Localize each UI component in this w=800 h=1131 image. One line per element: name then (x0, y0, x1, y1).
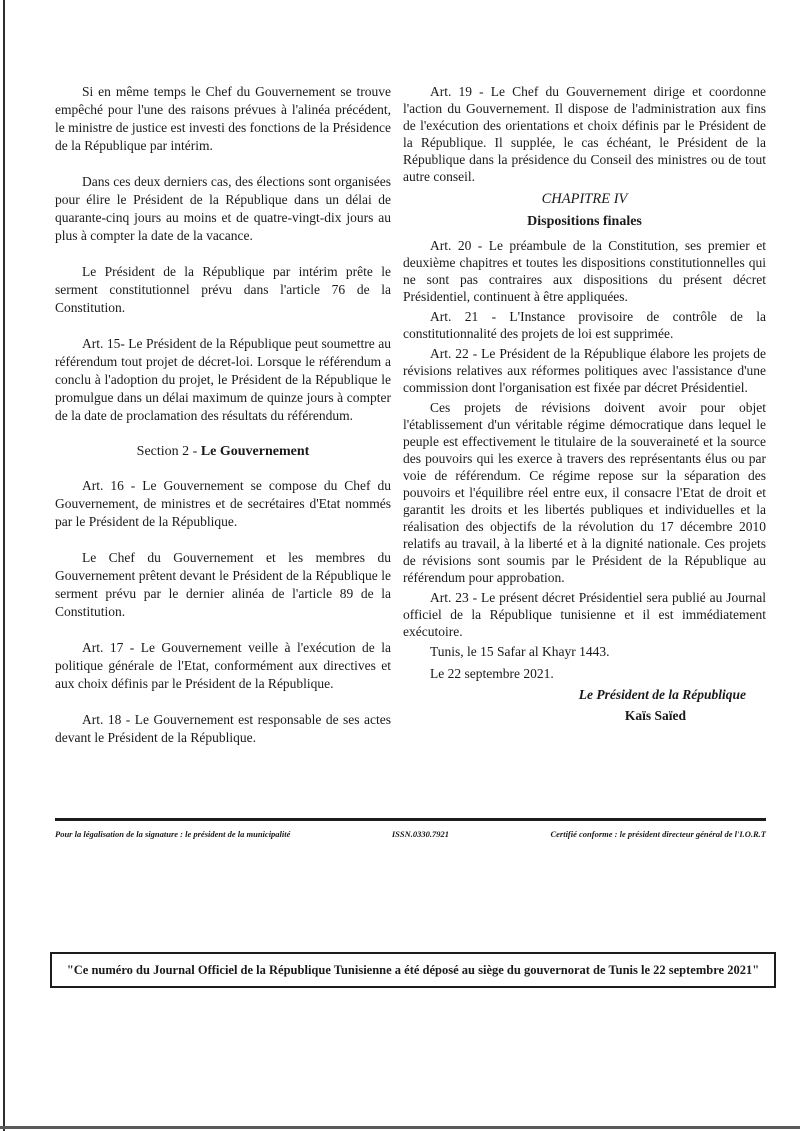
deposit-notice-box (50, 952, 776, 988)
right-column (403, 83, 766, 765)
date-hijri: Tunis, le 15 Safar al Khayr 1443. (430, 644, 610, 659)
article-22-paragraph: Art. 22 - Le Président de la République élabore les projets de révisions relatives aux réformes politiques avec l'assistance d'une commission dont l'organisation est fixée par décret Présidentiel. (403, 346, 766, 395)
two-column-body (55, 83, 766, 765)
signature-name: Kaïs Saïed (624, 708, 686, 723)
footer-certified-note: Certifié conforme : le président directeur général de l'I.O.R.T (550, 829, 766, 839)
section-2-heading (55, 443, 391, 461)
paragraph-oath: Le Chef du Gouvernement et les membres du Gouvernement prêtent devant le Président de la République le serment prévu par le dernier alinéa de l'article 89 de la Constitution. (55, 550, 391, 619)
paragraph-elections: Dans ces deux derniers cas, des élections sont organisées pour élire le Président de la République dans un délai de quarante-cinq jours au moins et de quatre-vingt-dix jours au plus à compter la date de la vacance. (55, 174, 391, 243)
page-scan-left-edge (3, 0, 5, 1131)
section-2-prefix: Section 2 - (136, 444, 201, 459)
paragraph-interim: Si en même temps le Chef du Gouvernement se trouve empêché pour l'une des raisons prévues à l'alinéa précédent, le ministre de justice est investi des fonctions de la Présidence de la République par intérim. (55, 84, 391, 153)
article-17-paragraph: Art. 17 - Le Gouvernement veille à l'exécution de la politique générale de l'Etat, conformément aux directives et aux choix définis par le Président de la République. (55, 640, 391, 691)
footer-row (55, 829, 766, 839)
chapter-4-subheading: Dispositions finales (527, 214, 642, 229)
article-20-paragraph: Art. 20 - Le préambule de la Constitution, ses premier et deuxième chapitres et toutes les dispositions constitutionnelles qui ne sont pas contraires aux dispositions du présent décret Présidentiel, continuent à être appliquées. (403, 238, 766, 304)
footer-issn: ISSN.0330.7921 (391, 829, 450, 839)
article-21-paragraph: Art. 21 - L'Instance provisoire de contrôle de la constitutionnalité des projets de loi est supprimée. (403, 309, 766, 341)
page-scan-bottom-edge (0, 1126, 800, 1129)
article-19-paragraph: Art. 19 - Le Chef du Gouvernement dirige et coordonne l'action du Gouvernement. Il dispose de l'administration aux fins de l'exécution des orientations et choix définis par le Président de la République. Il supplée, le cas échéant, le Président de la République dans la présidence du Conseil des ministres ou de tout autre conseil. (403, 84, 766, 184)
chapter-4-heading: CHAPITRE IV (541, 191, 628, 207)
article-15-paragraph: Art. 15- Le Président de la République peut soumettre au référendum tout projet de décret-loi. Lorsque le référendum a conclu à l'adoption du projet, le Président de la République le promulgue dans un délai maximum de quinze jours à compter de la date de proclamation des résultats du référendum. (55, 336, 391, 423)
footer-rule (55, 818, 766, 821)
left-column (55, 83, 391, 765)
section-2-title: Le Gouvernement (200, 444, 310, 459)
footer-legalization-note: Pour la légalisation de la signature : le président de la municipalité (55, 829, 291, 839)
deposit-notice-text: "Ce numéro du Journal Officiel de la République Tunisienne a été déposé au siège du gouvernorat de Tunis le 22 septembre 2021" (66, 963, 760, 977)
signature-title: Le Président de la République (578, 687, 746, 702)
article-16-paragraph: Art. 16 - Le Gouvernement se compose du Chef du Gouvernement, de ministres et de secrétaires d'Etat nommés par le Président de la République. (55, 478, 391, 529)
revisions-paragraph: Ces projets de révisions doivent avoir pour objet l'établissement d'un véritable régime démocratique dans lequel le peuple est effectivement le titulaire de la souveraineté et la source des pouvoirs qui les exerce à travers des représentants élus ou par voie de référendum. Ce régime repose sur la séparation des pouvoirs et l'équilibre réel entre eux, il consacre l'Etat de droit et garantit les droits et les libertés publiques et individuelles et la réalisation des objectifs de la révolution du 17 décembre 2010 relatifs au travail, à la liberté et à la dignité nationale. Ces projets de révisions sont soumis par le Président de la République au référendum pour approbation. (403, 400, 766, 585)
article-23-paragraph: Art. 23 - Le présent décret Présidentiel sera publié au Journal officiel de la République tunisienne et il est immédiatement exécutoire. (403, 590, 766, 639)
date-gregorian: Le 22 septembre 2021. (430, 666, 554, 681)
paragraph-serment: Le Président de la République par intérim prête le serment constitutionnel prévu dans l'article 76 de la Constitution. (55, 264, 391, 315)
article-18-paragraph: Art. 18 - Le Gouvernement est responsable de ses actes devant le Président de la République. (55, 712, 391, 745)
